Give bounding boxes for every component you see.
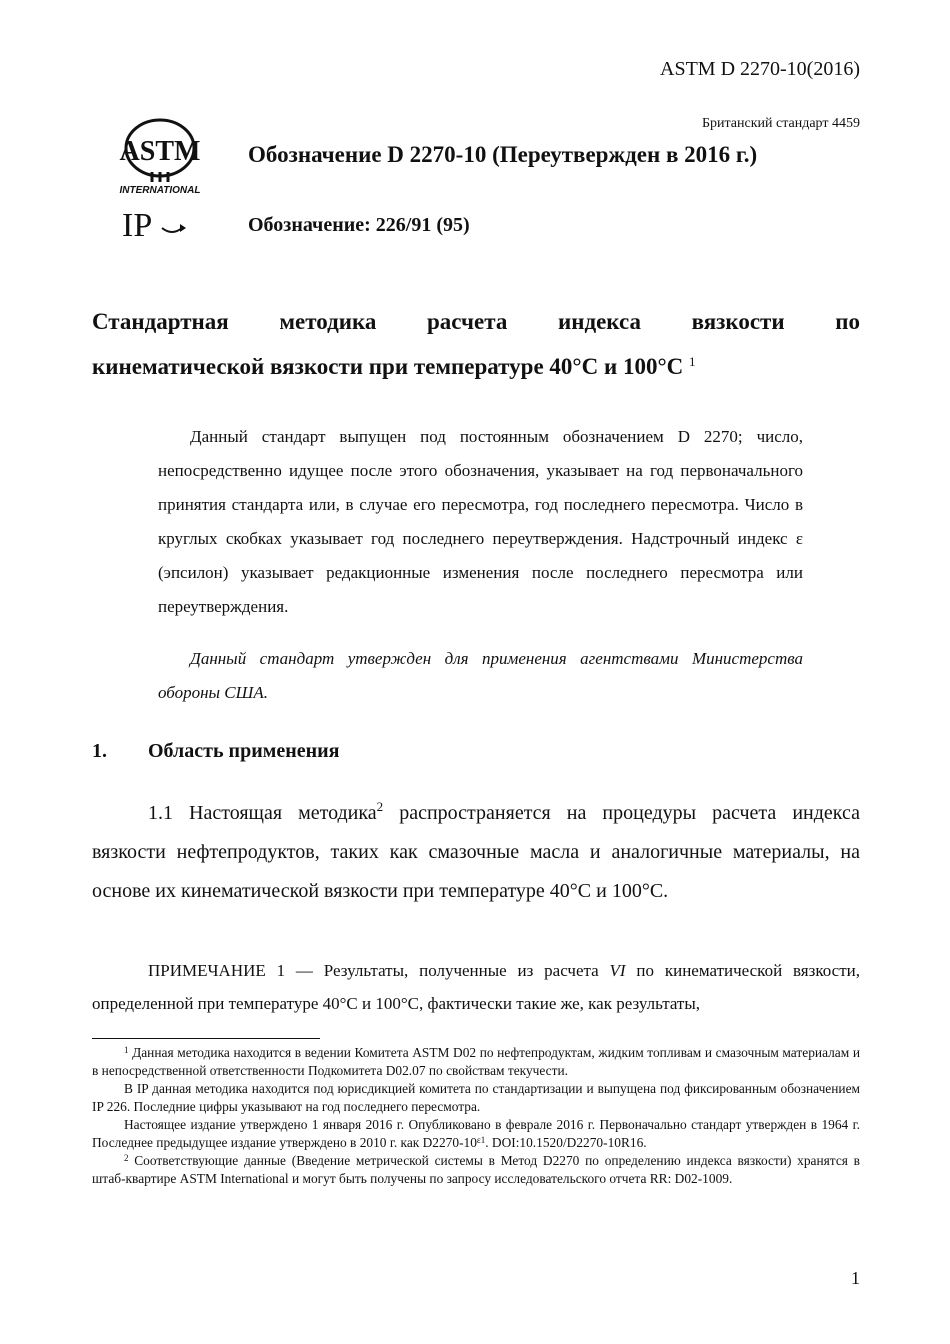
footnote-text: Данная методика находится в ведении Комитета ASTM D02 по нефтепродуктам, жидким топливам и смазочным материалам и в непосредственной ответственности Подкомитета D02.07 по свойствам текучести. [92, 1045, 860, 1078]
epsilon-mark: ε1 [476, 1135, 486, 1145]
ip-logo-text: IP [122, 207, 153, 244]
footnote-divider [92, 1038, 320, 1039]
footnote-mark: 2 [124, 1153, 129, 1163]
document-title [92, 302, 860, 387]
section-number: 1. [92, 740, 107, 762]
footnote-1-edition [92, 1116, 860, 1152]
astm-logo-text: ASTM [119, 136, 201, 167]
footnote-1-ip: В IP данная методика находится под юрисдикцией комитета по стандартизации и выпущена под фиксированным обозначением IP 226. Последние цифры указывают на год последнего пересмотра. [92, 1081, 860, 1114]
title-word: вязкости [691, 309, 785, 334]
section-heading [92, 740, 340, 763]
paragraph-text: распространяется на процедуры расчета индекса вязкости нефтепродуктов, таких как смазочные масла и аналогичные материалы, на основе их кинематической вязкости при температуре 40°С и 100°С. [92, 802, 860, 902]
title-word: расчета [427, 309, 508, 334]
section-title: Область применения [148, 740, 340, 762]
international-logo-text: INTERNATIONAL [119, 185, 201, 196]
designation-ip: Обозначение: 226/91 (95) [248, 214, 470, 236]
page-number: 1 [851, 1268, 860, 1288]
title-line-2 [92, 342, 860, 387]
astm-logo-icon [112, 118, 208, 246]
title-line-2-text: кинематической вязкости при температуре 40°С и 100°С [92, 354, 684, 379]
note-text: по кинематической вязкости, определенной при температуре 40°С и 100°С, фактически такие же, как результаты, [92, 961, 860, 1013]
footnote-text: Настоящее издание утверждено 1 января 2016 г. Опубликовано в феврале 2016 г. Первоначально стандарт утвержден в 1964 г. Последнее предыдущее издание утверждено в 2010 г. как D2270-10 [92, 1117, 860, 1150]
note-1 [92, 954, 860, 1020]
intro-dod-paragraph: Данный стандарт утвержден для применения агентствами Министерства обороны США. [158, 649, 803, 702]
note-vi: VI [609, 961, 626, 980]
footnote-text: . DOI:10.1520/D2270-10R16. [485, 1135, 647, 1150]
footnote-ref-2: 2 [376, 799, 384, 814]
footnotes [92, 1044, 860, 1188]
paragraph-1-1 [92, 794, 860, 911]
intro-paragraph: Данный стандарт выпущен под постоянным обозначением D 2270; число, непосредственно идущее после этого обозначения, указывает на год первоначального принятия стандарта или, в случае его пересмотра, год последнего пересмотра. Число в круглых скобках указывает год последнего переутверждения. Надстрочный индекс ε (эпсилон) указывает редакционные изменения после последнего пересмотра или переутверждения. [158, 427, 803, 616]
paragraph-text: 1.1 Настоящая методика [148, 802, 377, 824]
footnote-text: Соответствующие данные (Введение метрической системы в Метод D2270 по определению индекса вязкости) хранятся в штаб-квартире ASTM International и могут быть получены по запросу исследовательского отчета RR: D02-1009. [92, 1153, 860, 1186]
footnote-2 [92, 1152, 860, 1188]
footnote-1 [92, 1044, 860, 1080]
footnote-mark: 1 [124, 1045, 129, 1055]
title-word: индекса [557, 309, 641, 334]
note-text: ПРИМЕЧАНИЕ 1 — Результаты, полученные из расчета [148, 961, 610, 980]
title-line-1 [92, 302, 860, 342]
british-standard-label: Британский стандарт 4459 [701, 116, 860, 131]
designation-main: Обозначение D 2270-10 (Переутвержден в 2016 г.) [248, 142, 758, 167]
title-footnote-mark: 1 [689, 354, 696, 369]
title-word: методика [279, 309, 377, 334]
astm-ip-logo [112, 118, 208, 246]
title-word: Стандартная [92, 309, 229, 334]
title-word: по [835, 309, 860, 334]
standard-code: ASTM D 2270-10(2016) [660, 58, 860, 80]
